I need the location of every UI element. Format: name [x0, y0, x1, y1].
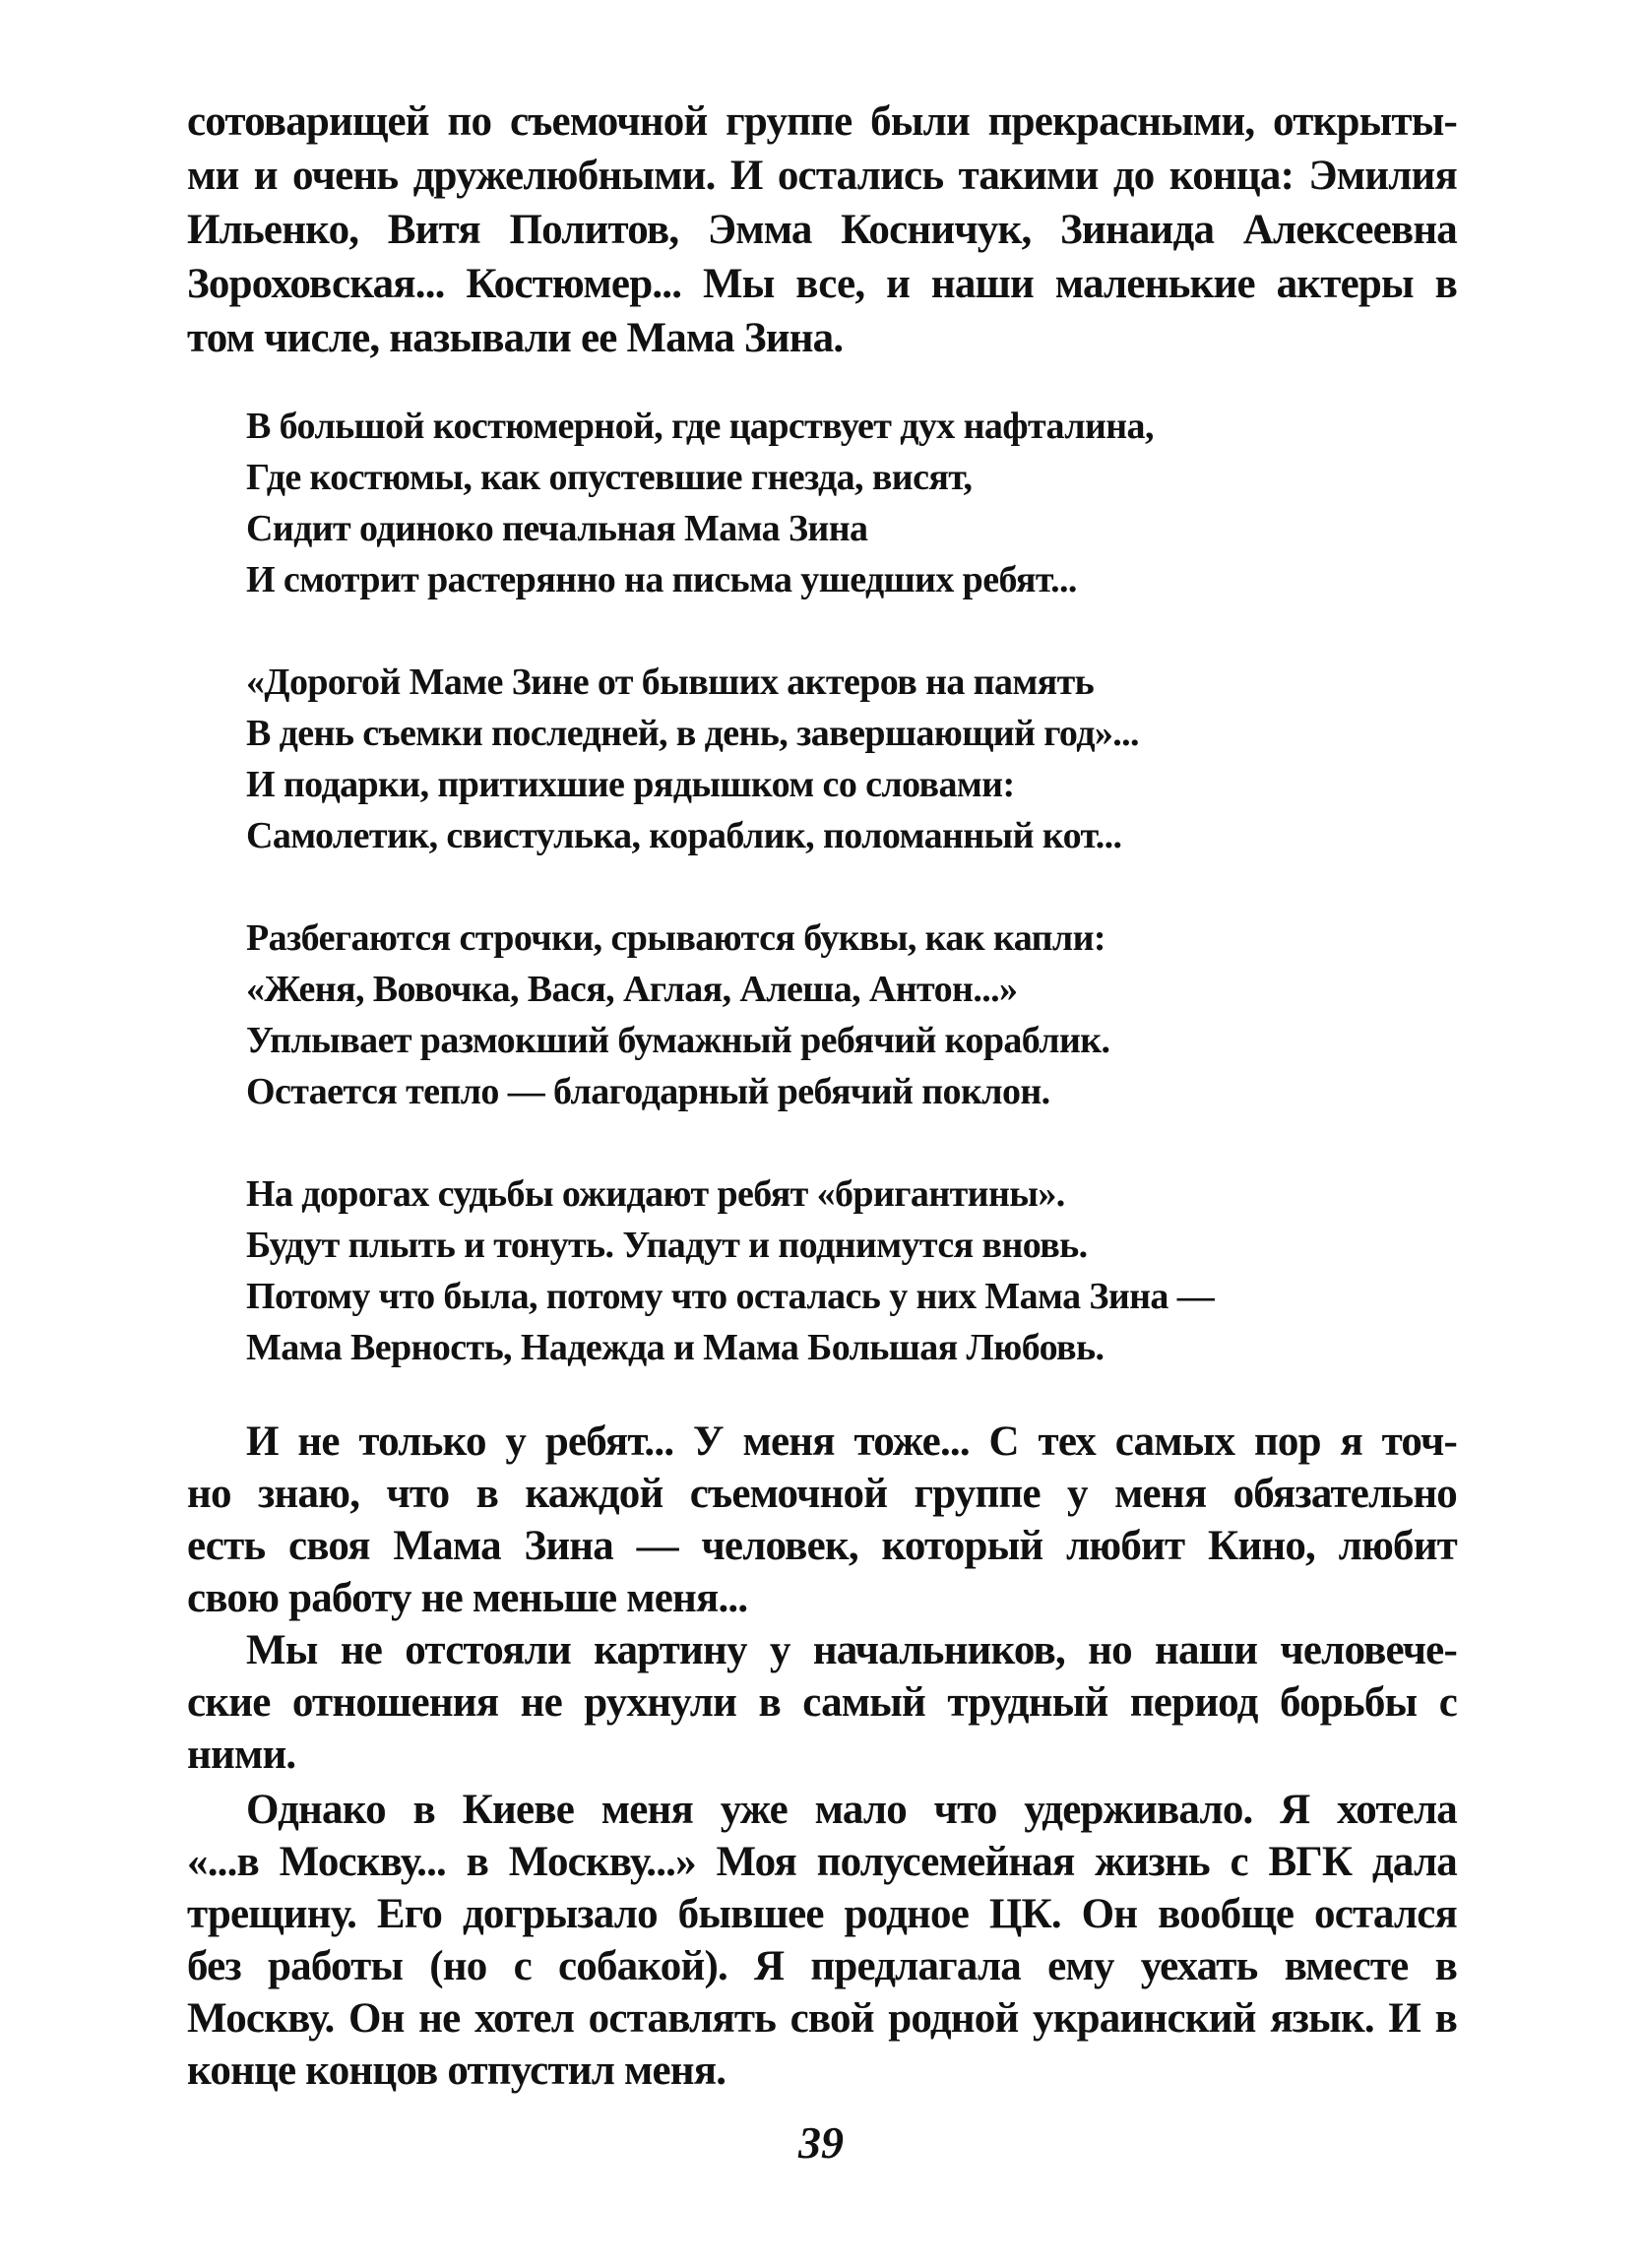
text-line: свою работу не меньше меня...: [187, 1575, 748, 1621]
poem-line: В большой костюмерной, где царствует дух нафталина,: [246, 406, 1154, 447]
poem-line: В день съемки последней, в день, завершающий год»...: [246, 713, 1139, 754]
poem-line: Будут плыть и тонуть. Упадут и поднимутся вновь.: [246, 1225, 1088, 1266]
poem-line: И смотрит растерянно на письма ушедших ребят...: [246, 559, 1077, 600]
poem-line: Самолетик, свистулька, кораблик, поломанный кот...: [246, 815, 1122, 856]
text-line: но знаю, что в каждой съемочной группе у меня обязательно: [187, 1471, 1457, 1517]
text-line: «...в Москву... в Москву...» Моя полусемейная жизнь с ВГК дала: [187, 1839, 1457, 1885]
poem-line: Мама Верность, Надежда и Мама Большая Любовь.: [246, 1327, 1105, 1368]
text-line: том числе, называли ее Мама Зина.: [187, 315, 844, 361]
text-line: Однако в Киеве меня уже мало что удерживало. Я хотела: [246, 1787, 1457, 1833]
poem-line: Уплывает размокший бумажный ребячий кораблик.: [246, 1020, 1110, 1061]
text-line: ские отношения не рухнули в самый трудный период борьбы с: [187, 1679, 1457, 1726]
poem-line: «Дорогой Маме Зине от бывших актеров на память: [246, 662, 1095, 703]
text-line: Москву. Он не хотел оставлять свой родной украинский язык. И в: [187, 1995, 1457, 2042]
poem-line: Сидит одиноко печальная Мама Зина: [246, 508, 868, 549]
text-line: ми и очень дружелюбными. И остались такими до конца: Эмилия: [187, 153, 1457, 199]
text-line: И не только у ребят... У меня тоже... С тех самых пор я точ-: [246, 1418, 1457, 1465]
text-line: Мы не отстояли картину у начальников, но наши человече-: [246, 1627, 1457, 1673]
text-line: есть своя Мама Зина — человек, который любит Кино, любит: [187, 1523, 1457, 1569]
poem-line: Потому что была, потому что осталась у них Мама Зина —: [246, 1276, 1215, 1317]
text-line: трещину. Его догрызало бывшее родное ЦК. Он вообще остался: [187, 1891, 1457, 1937]
text-line: конце концов отпустил меня.: [187, 2048, 726, 2094]
poem-line: Разбегаются строчки, срываются буквы, как капли:: [246, 917, 1105, 959]
text-line: без работы (но с собакой). Я предлагала ему уехать вместе в: [187, 1943, 1457, 1989]
text-line: ними.: [187, 1732, 296, 1778]
text-line: Зороховская... Костюмер... Мы все, и наши маленькие актеры в: [187, 261, 1457, 307]
poem-line: На дорогах судьбы ожидают ребят «бригантины».: [246, 1173, 1065, 1215]
poem-line: Где костюмы, как опустевшие гнезда, висят,: [246, 457, 973, 498]
page-number: 39: [798, 2117, 844, 2168]
poem-line: И подарки, притихшие рядышком со словами:: [246, 764, 1015, 805]
text-line: Ильенко, Витя Политов, Эмма Косничук, Зинаида Алексеевна: [187, 207, 1457, 253]
poem-line: «Женя, Вовочка, Вася, Аглая, Алеша, Антон...»: [246, 969, 1018, 1010]
poem-line: Остается тепло — благодарный ребячий поклон.: [246, 1071, 1050, 1112]
text-line: сотоварищей по съемочной группе были прекрасными, открыты-: [187, 98, 1457, 145]
